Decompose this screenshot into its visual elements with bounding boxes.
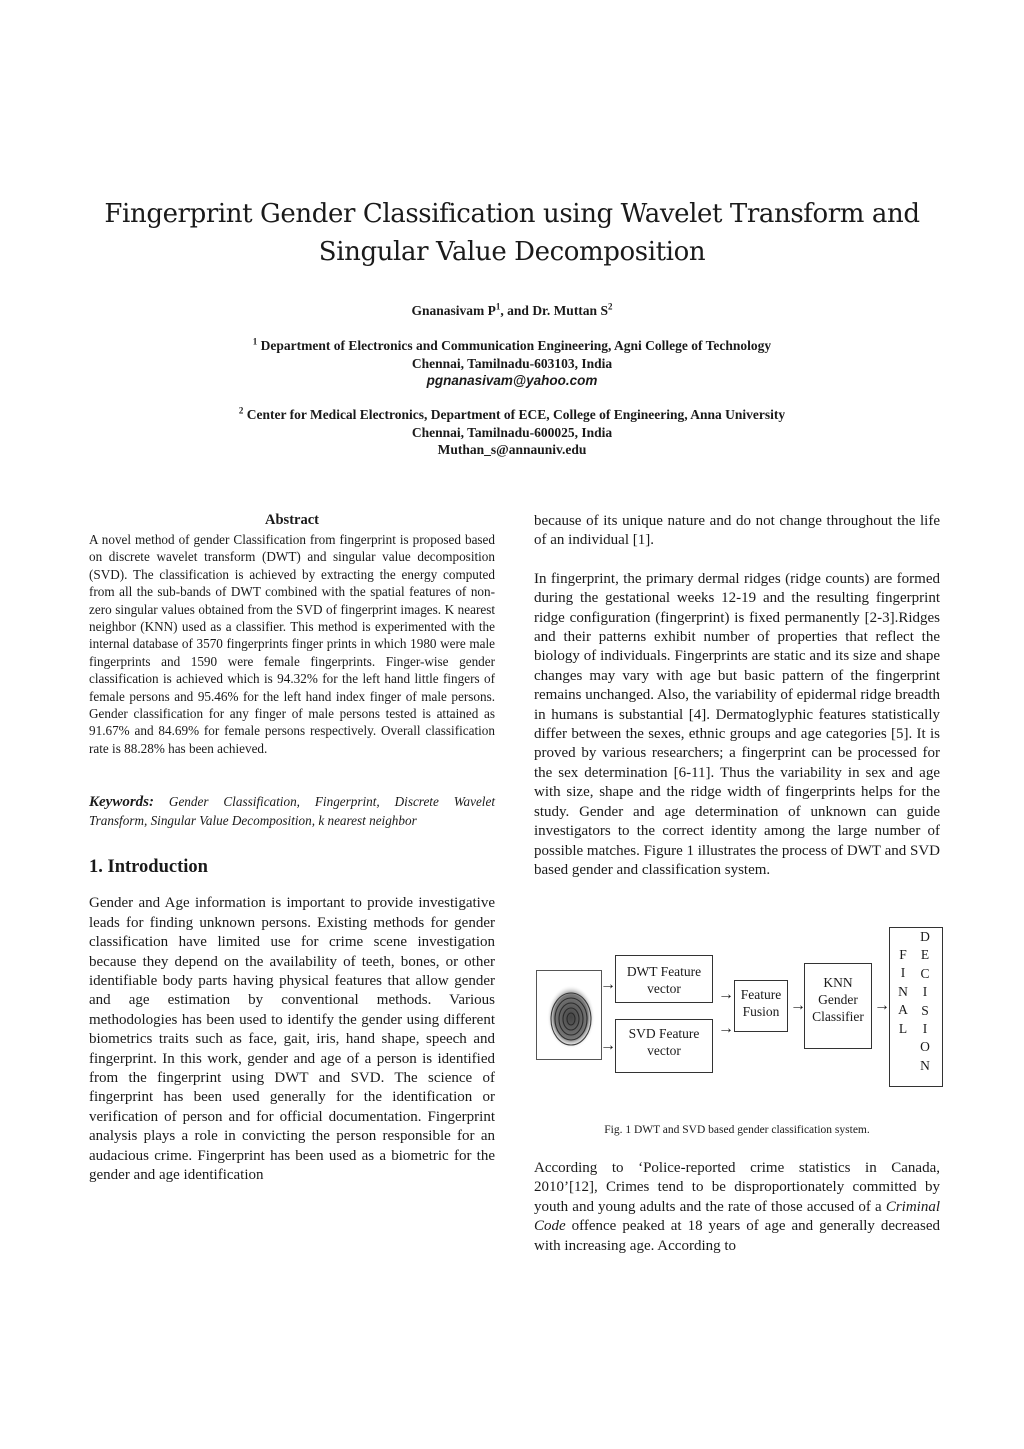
fingerprint-image xyxy=(536,970,602,1060)
affiliation-1-sup: 1 xyxy=(252,336,258,347)
keywords-label: Keywords: xyxy=(89,794,154,811)
final-letter: N xyxy=(898,983,908,999)
affiliation-2-line-2: Chennai, Tamilnadu-600025, India xyxy=(411,424,613,440)
right-paragraph-1: because of its unique nature and do not change throughout the life of an individual [1]. xyxy=(534,513,940,549)
affiliation-2 xyxy=(100,406,924,459)
author-1-sup: 1 xyxy=(495,301,501,312)
affiliation-2-dept: Center for Medical Electronics, Department of ECE, College of Engineering, Anna University xyxy=(243,407,786,422)
abstract-text: A novel method of gender Classification from fingerprint is proposed based on discrete wavelet transform (DWT) and singular value decomposition (SVD). The classification is achieved by extracting the energy computed from all the sub-bands of DWT combined with the spatial features of non-zero singular values obtained from the SVD of fingerprint images. K nearest neighbor (KNN) used as a classifier. This method is experimented with the internal database of 3570 fingerprints finger prints in which 1980 were male fingerprints and 1590 were female fingerprints. Finger-wise gender classification is achieved which is 94.32% for the left hand little fingers of female persons and 95.46% for the left hand index finger of male persons. Gender classification for any finger of male persons tested is attained as 91.67% and 84.69% for female persons respectively. Overall classification rate is 88.28% has been achieved. xyxy=(89,532,495,756)
dwt-feature-label: DWT Feature vector xyxy=(626,964,702,996)
arrow-icon: → xyxy=(600,1037,616,1054)
abstract-heading: Abstract xyxy=(265,512,319,528)
final-letters xyxy=(895,946,911,1038)
affiliation-1-dept: Department of Electronics and Communication Engineering, Agni College of Technology xyxy=(257,338,772,353)
right-paragraph-3 xyxy=(534,1159,940,1256)
decision-letter: S xyxy=(921,1002,929,1018)
right-paragraph-2: In fingerprint, the primary dermal ridges (ridge counts) are formed during the gestational weeks 12-19 and the resulting fingerprint ridge configuration (fingerprint) is fixed permanently [2-3].Ridges and their patterns exhibit number of properties that reflect the biology of individuals. Fingerprints are static and its size and shape changes may vary with age but basic pattern of the fingerprint remains unchanged. Also, the variability of epidermal ridge breadth in humans is substantial [4]. Dermatoglyphic features statistically differ between the sexes, ethnic groups and age categories [5]. It is proved by various researchers; a fingerprint can be processed for the sex determination [6-11]. Thus the variability in sex and age with size, shape and the ridge width of fingerprints helps for the study. Gender and age determination of unknown can guide investigators to the correct identity among the large number of possible matches. Figure 1 illustrates the process of DWT and SVD based gender and classification system. xyxy=(534,570,940,878)
feature-fusion-box xyxy=(734,980,788,1032)
fingerprint-icon xyxy=(537,971,601,1059)
author-1: Gnanasivam P xyxy=(411,303,496,318)
affiliation-1 xyxy=(100,337,924,390)
author-2-sup: 2 xyxy=(607,301,613,312)
affiliation-1-line-1 xyxy=(100,337,924,355)
decision-letter: I xyxy=(922,1021,928,1037)
affiliation-1-email: pgnanasivam@yahoo.com xyxy=(426,373,598,388)
left-column xyxy=(89,512,495,1185)
arrow-icon: → xyxy=(718,1020,734,1037)
dwt-feature-box xyxy=(615,955,713,1003)
final-letter: F xyxy=(899,947,907,962)
affiliation-2-email: Muthan_s@annauniv.edu xyxy=(437,442,587,457)
keywords xyxy=(89,793,495,829)
right-paragraph-3-part-1: According to ‘Police-reported crime statistics in Canada, 2010’[12], Crimes tend to be disproportionately committed by youth and young adults and the rate of those accused of a xyxy=(534,1160,940,1215)
title-line-1: Fingerprint Gender Classification using Wavelet Transform and xyxy=(104,199,920,229)
decision-letter: I xyxy=(922,984,928,1000)
intro-paragraph-1: Gender and Age information is important to provide investigative leads for finding unknown persons. Existing methods for gender classification have limited use for crime scene investigation because they depend on the availability of teeth, bones, or other identifiable body parts having physical features that allow gender and age estimation by conventional methods. Various methodologies has been used to identify the gender using different biometrics traits such as face, gait, iris, hand shape, speech and fingerprint. In this work, gender and age of a person is identified from the fingerprint using DWT and SVD. The science of fingerprint has been used generally for the identification or verification of person and for official documentation. Fingerprint analysis plays a role in convicting the person responsible for an audacious crime. Fingerprint has been used as a biometric for the gender and age identification xyxy=(89,895,495,1183)
title-line-2: Singular Value Decomposition xyxy=(318,237,706,267)
arrow-icon: → xyxy=(790,997,806,1014)
right-column xyxy=(534,512,940,899)
feature-fusion-label: Feature Fusion xyxy=(740,987,782,1019)
final-letter: L xyxy=(898,1020,908,1036)
arrow-icon: → xyxy=(718,986,734,1003)
criminal-code-italic: Criminal Code xyxy=(534,1198,940,1235)
decision-letter: O xyxy=(920,1039,930,1055)
affiliation-2-sup: 2 xyxy=(238,405,244,416)
knn-classifier-box xyxy=(804,963,872,1049)
arrow-icon: → xyxy=(600,976,616,993)
final-letter: A xyxy=(898,1002,908,1018)
figure-1 xyxy=(536,925,946,1105)
right-paragraph-3-part-2: offence peaked at 18 years of age and generally decreased with increasing age. According to xyxy=(534,1218,940,1254)
decision-letter: E xyxy=(920,947,930,963)
knn-classifier-label: KNN Gender Classifier xyxy=(812,975,864,1024)
paper-title xyxy=(60,195,964,271)
section-heading-introduction: 1. Introduction xyxy=(89,857,208,878)
final-letter: I xyxy=(900,965,906,981)
decision-letter: D xyxy=(920,929,930,944)
decision-letters xyxy=(917,928,933,1075)
decision-letter: C xyxy=(920,965,930,981)
svd-feature-box xyxy=(615,1019,713,1073)
figure-caption: Fig. 1 DWT and SVD based gender classification system. xyxy=(604,1124,870,1136)
keywords-text: Gender Classification, Fingerprint, Discrete Wavelet Transform, Singular Value Decomposition, k nearest neighbor xyxy=(89,794,495,828)
affiliation-2-line-1 xyxy=(100,406,924,424)
decision-letter: N xyxy=(920,1057,930,1073)
svd-feature-label: SVD Feature vector xyxy=(628,1026,700,1058)
author-joiner: , and Dr. Muttan S xyxy=(500,303,608,318)
author-line xyxy=(100,302,924,320)
arrow-icon: → xyxy=(874,997,890,1014)
affiliation-1-line-2: Chennai, Tamilnadu-603103, India xyxy=(411,355,613,371)
